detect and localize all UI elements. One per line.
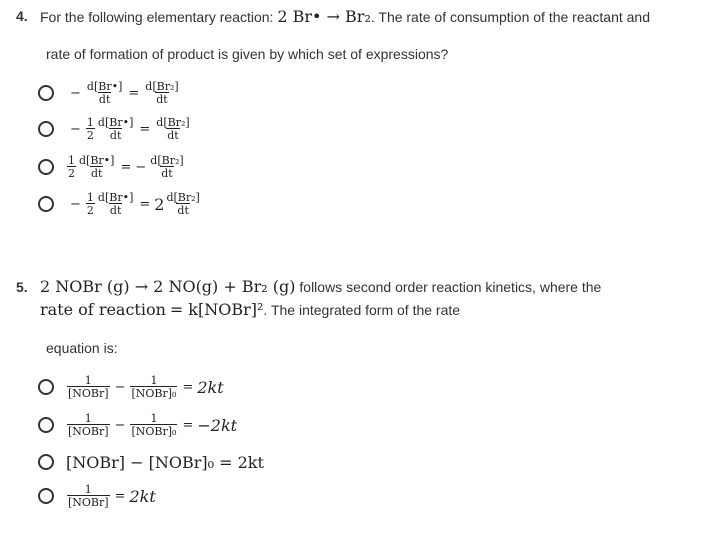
math-term: 1 <box>84 374 92 387</box>
option-expression <box>66 117 192 141</box>
math-term: 1 <box>150 374 158 387</box>
option-b[interactable] <box>38 413 237 437</box>
math-term: dt <box>156 93 168 106</box>
math-term: −2kt <box>197 415 238 435</box>
option-d[interactable] <box>38 192 202 216</box>
math-term: d[Br•] <box>97 116 134 129</box>
math-term: = <box>114 488 126 504</box>
fraction <box>67 155 76 179</box>
math-term: [NOBr]₀ <box>131 387 177 400</box>
math-term: − <box>135 159 147 175</box>
math-term: dt <box>91 167 103 180</box>
fraction <box>149 155 184 179</box>
radio-button[interactable] <box>38 379 54 395</box>
option-d[interactable] <box>38 484 156 508</box>
fraction <box>67 375 110 399</box>
math-term: [NOBr] <box>68 425 109 438</box>
question-number: 4. <box>16 8 28 24</box>
reaction-equation: 2 Br• → Br₂ <box>277 7 371 26</box>
math-term: = <box>128 85 140 101</box>
question-stem-line2: rate of reaction = k[NOBr]². The integrated form of the rate <box>40 300 461 319</box>
math-term: dt <box>167 129 179 142</box>
option-expression <box>66 192 202 216</box>
fraction <box>130 375 177 399</box>
option-expression <box>66 375 224 399</box>
option-expression <box>66 413 237 437</box>
math-term: 2 <box>68 167 75 180</box>
math-term: [NOBr] <box>68 387 109 400</box>
fraction <box>86 81 123 105</box>
fraction <box>165 192 200 216</box>
math-term: 2 <box>86 204 94 217</box>
radio-button[interactable] <box>38 454 54 470</box>
radio-button[interactable] <box>38 196 54 212</box>
math-term: 2 <box>154 194 165 214</box>
math-term: 1 <box>86 116 94 129</box>
math-term: dt <box>98 93 111 106</box>
fraction <box>78 155 115 179</box>
math-term: − <box>114 379 126 395</box>
option-c[interactable] <box>38 450 264 474</box>
option-a[interactable] <box>38 81 181 105</box>
fraction <box>86 192 95 216</box>
math-term: 2 <box>86 129 94 142</box>
math-term: = <box>182 417 194 433</box>
option-expression <box>66 81 181 105</box>
fraction <box>155 117 190 141</box>
math-term: [NOBr]₀ <box>131 425 177 438</box>
fraction <box>86 117 95 141</box>
math-term: d[Br•] <box>86 80 123 93</box>
reaction-equation: 2 NOBr (g) → 2 NO(g) + Br₂ (g) <box>40 277 296 296</box>
math-term: d[Br₂] <box>145 80 179 93</box>
radio-button[interactable] <box>38 488 54 504</box>
math-term: 1 <box>150 412 158 425</box>
math-term: dt <box>177 204 189 217</box>
math-term: d[Br₂] <box>156 116 190 129</box>
question-stem-line3: equation is: <box>46 340 118 356</box>
option-c[interactable] <box>38 155 186 179</box>
option-a[interactable] <box>38 375 224 399</box>
math-term: = <box>182 379 194 395</box>
math-term: − <box>70 85 81 101</box>
radio-button[interactable] <box>38 417 54 433</box>
option-expression <box>66 484 156 508</box>
math-term: d[Br₂] <box>150 154 184 167</box>
math-term: − <box>114 417 126 433</box>
math-term: = <box>120 159 132 175</box>
math-term: d[Br•] <box>97 191 134 204</box>
math-term: dt <box>109 204 122 217</box>
fraction <box>97 117 134 141</box>
math-term: d[Br₂] <box>166 191 200 204</box>
math-term: dt <box>109 129 122 142</box>
math-term: 1 <box>86 191 94 204</box>
math-term: 1 <box>84 412 92 425</box>
option-expression: [NOBr] − [NOBr]₀ = 2kt <box>66 452 264 472</box>
radio-button[interactable] <box>38 121 54 137</box>
fraction <box>97 192 134 216</box>
fraction <box>67 484 110 508</box>
option-b[interactable] <box>38 117 192 141</box>
question-stem-line1: 2 NOBr (g) → 2 NO(g) + Br₂ (g) follows second order reaction kinetics, where the <box>40 277 602 296</box>
radio-button[interactable] <box>38 159 54 175</box>
math-term: − <box>70 121 81 137</box>
fraction <box>67 413 110 437</box>
math-term: 2kt <box>197 377 224 397</box>
question-stem-line1: For the following elementary reaction: 2 Br• → Br₂. The rate of consumption of the reactant and <box>40 7 650 26</box>
question-stem-line2: rate of formation of product is given by which set of expressions? <box>46 46 449 62</box>
math-term: 1 <box>84 483 92 496</box>
rate-law: = k[NOBr]² <box>169 300 264 319</box>
radio-button[interactable] <box>38 85 54 101</box>
fraction <box>144 81 179 105</box>
math-term: dt <box>161 167 173 180</box>
option-expression <box>66 155 186 179</box>
math-term: 1 <box>68 154 75 167</box>
fraction <box>130 413 177 437</box>
math-term: 2kt <box>129 486 156 506</box>
question-number: 5. <box>16 279 28 295</box>
math-term: [NOBr] <box>68 496 109 509</box>
math-term: = <box>139 121 151 137</box>
math-term: d[Br•] <box>79 154 115 167</box>
math-term: = <box>139 196 151 212</box>
math-term: − <box>70 196 81 212</box>
